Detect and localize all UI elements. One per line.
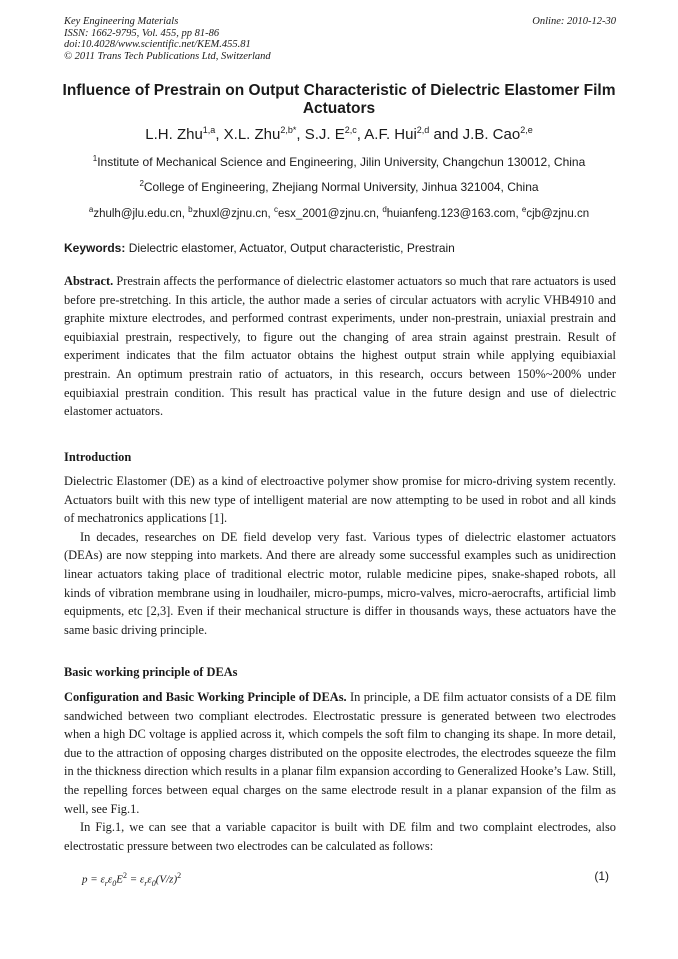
- section-heading-basic-principle: Basic working principle of DEAs: [64, 665, 238, 679]
- subsection-label: Configuration and Basic Working Principle of DEAs.: [64, 690, 347, 704]
- equation-number: (1): [594, 869, 609, 883]
- abstract-label: Abstract.: [64, 274, 114, 288]
- keywords-label: Keywords:: [64, 241, 126, 255]
- basic-principle-body: [64, 688, 616, 855]
- journal-copyright: © 2011 Trans Tech Publications Ltd, Switzerland: [64, 50, 271, 62]
- abstract-text: Prestrain affects the performance of dielectric elastomer actuators so much that rare actuators is used before pre-stretching. In this article, the author made a series of circular actuators with acrylic VHB4910 and graphite mixture electrodes, and performed contrast experiments, under non-prestrain, uniaxial prestrain and equibiaxial prestrain, respectively, to figure out the changing of area strain against prestrain. Result of experiment indicates that the film actuator obtains the highest output strain while applying equibiaxial prestrain. An optimum prestrain ratio of actuators, in this research, occurs between 150%~200% under equibiaxial prestrain condition. This result has practical value in the future design and use of dielectric elastomer actuators.: [64, 274, 616, 419]
- keywords: [64, 241, 616, 256]
- paragraph: Dielectric Elastomer (DE) as a kind of electroactive polymer show promise for micro-driving system recently. Actuators built with this new type of intelligent material are now attempting to be used in robot and all kinds of mechatronics applications [1].: [64, 474, 616, 526]
- author: A.F. Hui$^{2,d}$ and: [364, 125, 463, 143]
- equation-1: $p = \varepsilon_r\varepsilon_0E^2 = \varepsilon_r\varepsilon_0(V/z)^2$: [82, 871, 182, 888]
- abstract: [64, 272, 616, 421]
- journal-doi: doi:10.4028/www.scientific.net/KEM.455.81: [64, 39, 251, 50]
- author: S.J. E$^{2,c}$,: [304, 125, 365, 143]
- author-list: [0, 121, 678, 144]
- email-list: $^a$zhulh@jlu.edu.cn, $^b$zhuxl@zjnu.cn, $^c$esx_2001@zjnu.cn, $^d$huianfeng.123@163.com, $^e$cjb@zjnu.cn: [88, 205, 590, 220]
- section-heading-introduction: Introduction: [64, 450, 132, 464]
- journal-header: [64, 16, 616, 62]
- author: L.H. Zhu$^{1,a}$,: [145, 125, 224, 143]
- affiliation-1: $^1$Institute of Mechanical Science and Engineering, Jilin University, Changchun 130012, China: [92, 154, 586, 169]
- paragraph: In Fig.1, we can see that a variable capacitor is built with DE film and two complaint electrodes, also electrostatic pressure between two electrodes can be calculated as follows:: [64, 820, 616, 853]
- journal-issn: ISSN: 1662-9795, Vol. 455, pp 81-86: [64, 27, 220, 39]
- online-date: Online: 2010-12-30: [532, 16, 616, 27]
- paragraph: In decades, researches on DE field develop very fast. Various types of dielectric elastomer actuators (DEAs) are now stepping into markets. And there are already some successful examples such as unidirection linear actuators taking place of traditional electric motor, rulable medicine pipes, snake-shaped robots, all kinds of vibration membrane using in loudhailer, micro-pumps, micro-valves, micro-aerocrafts, artificial limb equipments, etc [2,3]. Even if their mechanical structure is differ in thousands ways, these actuators have the same basic driving principle.: [64, 529, 616, 637]
- introduction-body: [64, 472, 616, 639]
- journal-name: Key Engineering Materials: [64, 16, 179, 27]
- paragraph: Configuration and Basic Working Principle of DEAs. In principle, a DE film actuator consists of a DE film sandwiched between two compliant electrodes. Electrostatic pressure is generated between two electrodes when a high DC voltage is applied across it, which compels the soft film to changing its shape. In more detail, due to the attraction of opposing charges distributed on the opposite electrodes, the electrodes squeeze the film in the thickness direction which results in a planar film expansion according to Generalized Hooke’s Law. Still, the repelling forces between equal charges on the same electrode result in a planar expansion of the film as well, see Fig.1.: [64, 690, 616, 816]
- author: J.B. Cao$^{2,e}$: [462, 125, 533, 143]
- author: X.L. Zhu$^{2,b*}$,: [223, 125, 305, 143]
- keywords-text: Dielectric elastomer, Actuator, Output characteristic, Prestrain: [128, 241, 455, 255]
- paper-title: Influence of Prestrain on Output Characteristic of Dielectric Elastomer Film Actuators: [62, 82, 616, 117]
- affiliation-2: $^2$College of Engineering, Zhejiang Normal University, Jinhua 321004, China: [139, 179, 539, 194]
